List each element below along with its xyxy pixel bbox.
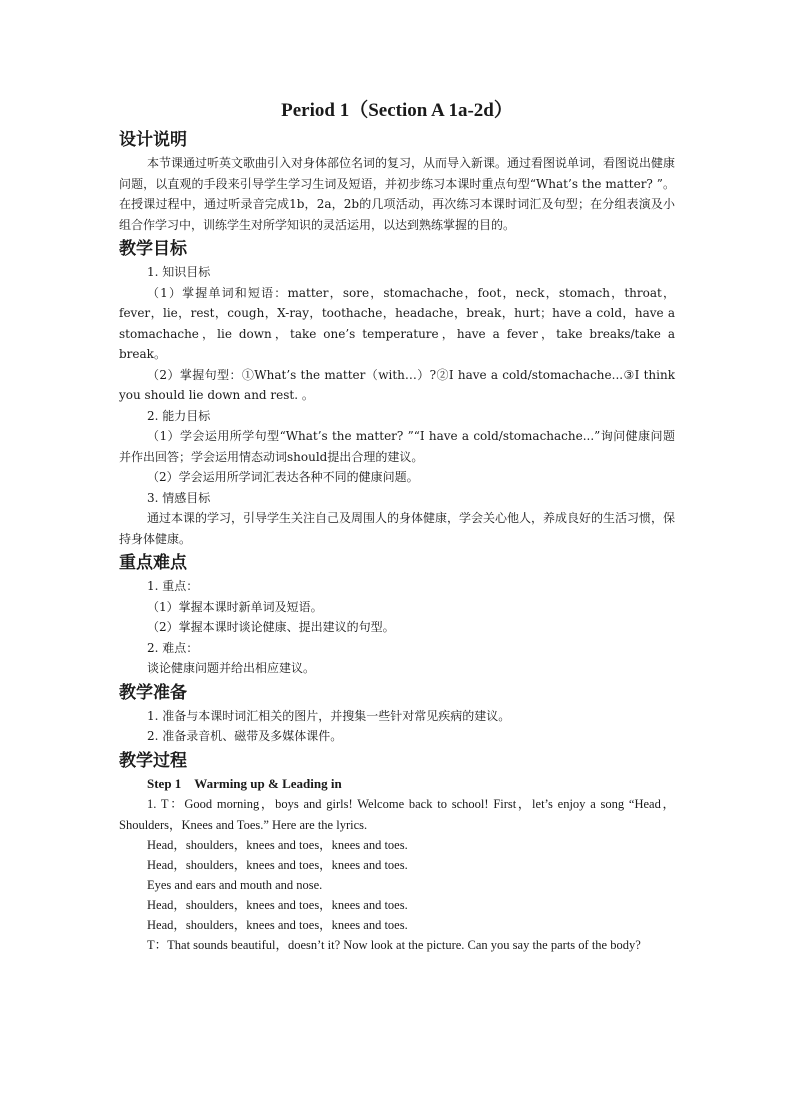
teacher-line-2: T：That sounds beautiful，doesn’t it? Now look at the picture. Can you say the parts of the body? (147, 938, 641, 952)
teacher-line-1: 1. T：Good morning，boys and girls! Welcome back to school! First，let’s enjoy a song “Head，Shoulders，Knees and Toes.” Here are the lyrics. (119, 797, 675, 832)
knowledge-goal-title: 1. 知识目标 (147, 265, 211, 279)
document-title: Period 1（Section A 1a-2d） (281, 100, 513, 121)
document-page (119, 98, 675, 956)
heading-focus: 重点难点 (119, 553, 187, 573)
ability-goal-1: （1）学会运用所学句型“What’s the matter? ”“I have a cold/stomachache...”询问健康问题并作出回答；学会运用情态动词should提出合理的建议。 (119, 429, 675, 464)
lyric-line: Eyes and ears and mouth and nose. (147, 878, 323, 892)
knowledge-goal-2: （2）掌握句型：①What’s the matter（with…）?②I have a cold/stomachache...③I think you should lie down and rest. 。 (119, 367, 675, 402)
difficulty-item-1: 谈论健康问题并给出相应建议。 (147, 661, 316, 675)
focus-item-2: （2）掌握本课时谈论健康、提出建议的句型。 (147, 620, 395, 634)
heading-design: 设计说明 (119, 130, 187, 150)
focus-item-1: （1）掌握本课时新单词及短语。 (147, 599, 323, 614)
heading-process: 教学过程 (119, 750, 187, 771)
knowledge-goal-1: （1）掌握单词和短语：matter，sore，stomachache，foot，neck，stomach，throat，fever，lie，rest，cough，X-ray，toothache，headache，break，hurt；have a cold，have a stomachache，lie down，take one’s temperature，have a fever，take breaks/take a break。 (119, 285, 675, 361)
difficulty-title: 2. 难点： (147, 640, 199, 655)
prep-item-2: 2. 准备录音机、磁带及多媒体课件。 (147, 729, 343, 743)
lyric-line: Head，shoulders，knees and toes，knees and toes. (147, 918, 408, 932)
emotion-goal-1: 通过本课的学习，引导学生关注自己及周围人的身体健康，学会关心他人，养成良好的生活习惯，保持身体健康。 (119, 511, 676, 546)
prep-item-1: 1. 准备与本课时词汇相关的图片，并搜集一些针对常见疾病的建议。 (147, 708, 511, 723)
heading-goals: 教学目标 (119, 239, 187, 259)
focus-title: 1. 重点： (147, 579, 199, 593)
step-1-title: Step 1 Warming up & Leading in (147, 775, 342, 791)
lyric-line: Head，shoulders，knees and toes，knees and toes. (147, 858, 408, 872)
lyric-line: Head，shoulders，knees and toes，knees and toes. (147, 838, 408, 852)
ability-goal-2: （2）学会运用所学词汇表达各种不同的健康问题。 (147, 470, 419, 484)
heading-prep: 教学准备 (119, 682, 187, 703)
design-paragraph: 本节课通过听英文歌曲引入对身体部位名词的复习，从而导入新课。通过看图说单词，看图说出健康问题，以直观的手段来引导学生学习生词及短语，并初步练习本课时重点句型“What’s the matter? ”。在授课过程中，通过听录音完成1b，2a，2b的几项活动，再次练习本课时词汇及句型；在分组表演及小组合作学习中，训练学生对所学知识的灵活运用，以达到熟练掌握的目的。 (119, 156, 676, 232)
emotion-goal-title: 3. 情感目标 (147, 490, 211, 505)
lyric-line: Head，shoulders，knees and toes，knees and toes. (147, 898, 408, 912)
ability-goal-title: 2. 能力目标 (147, 408, 211, 423)
